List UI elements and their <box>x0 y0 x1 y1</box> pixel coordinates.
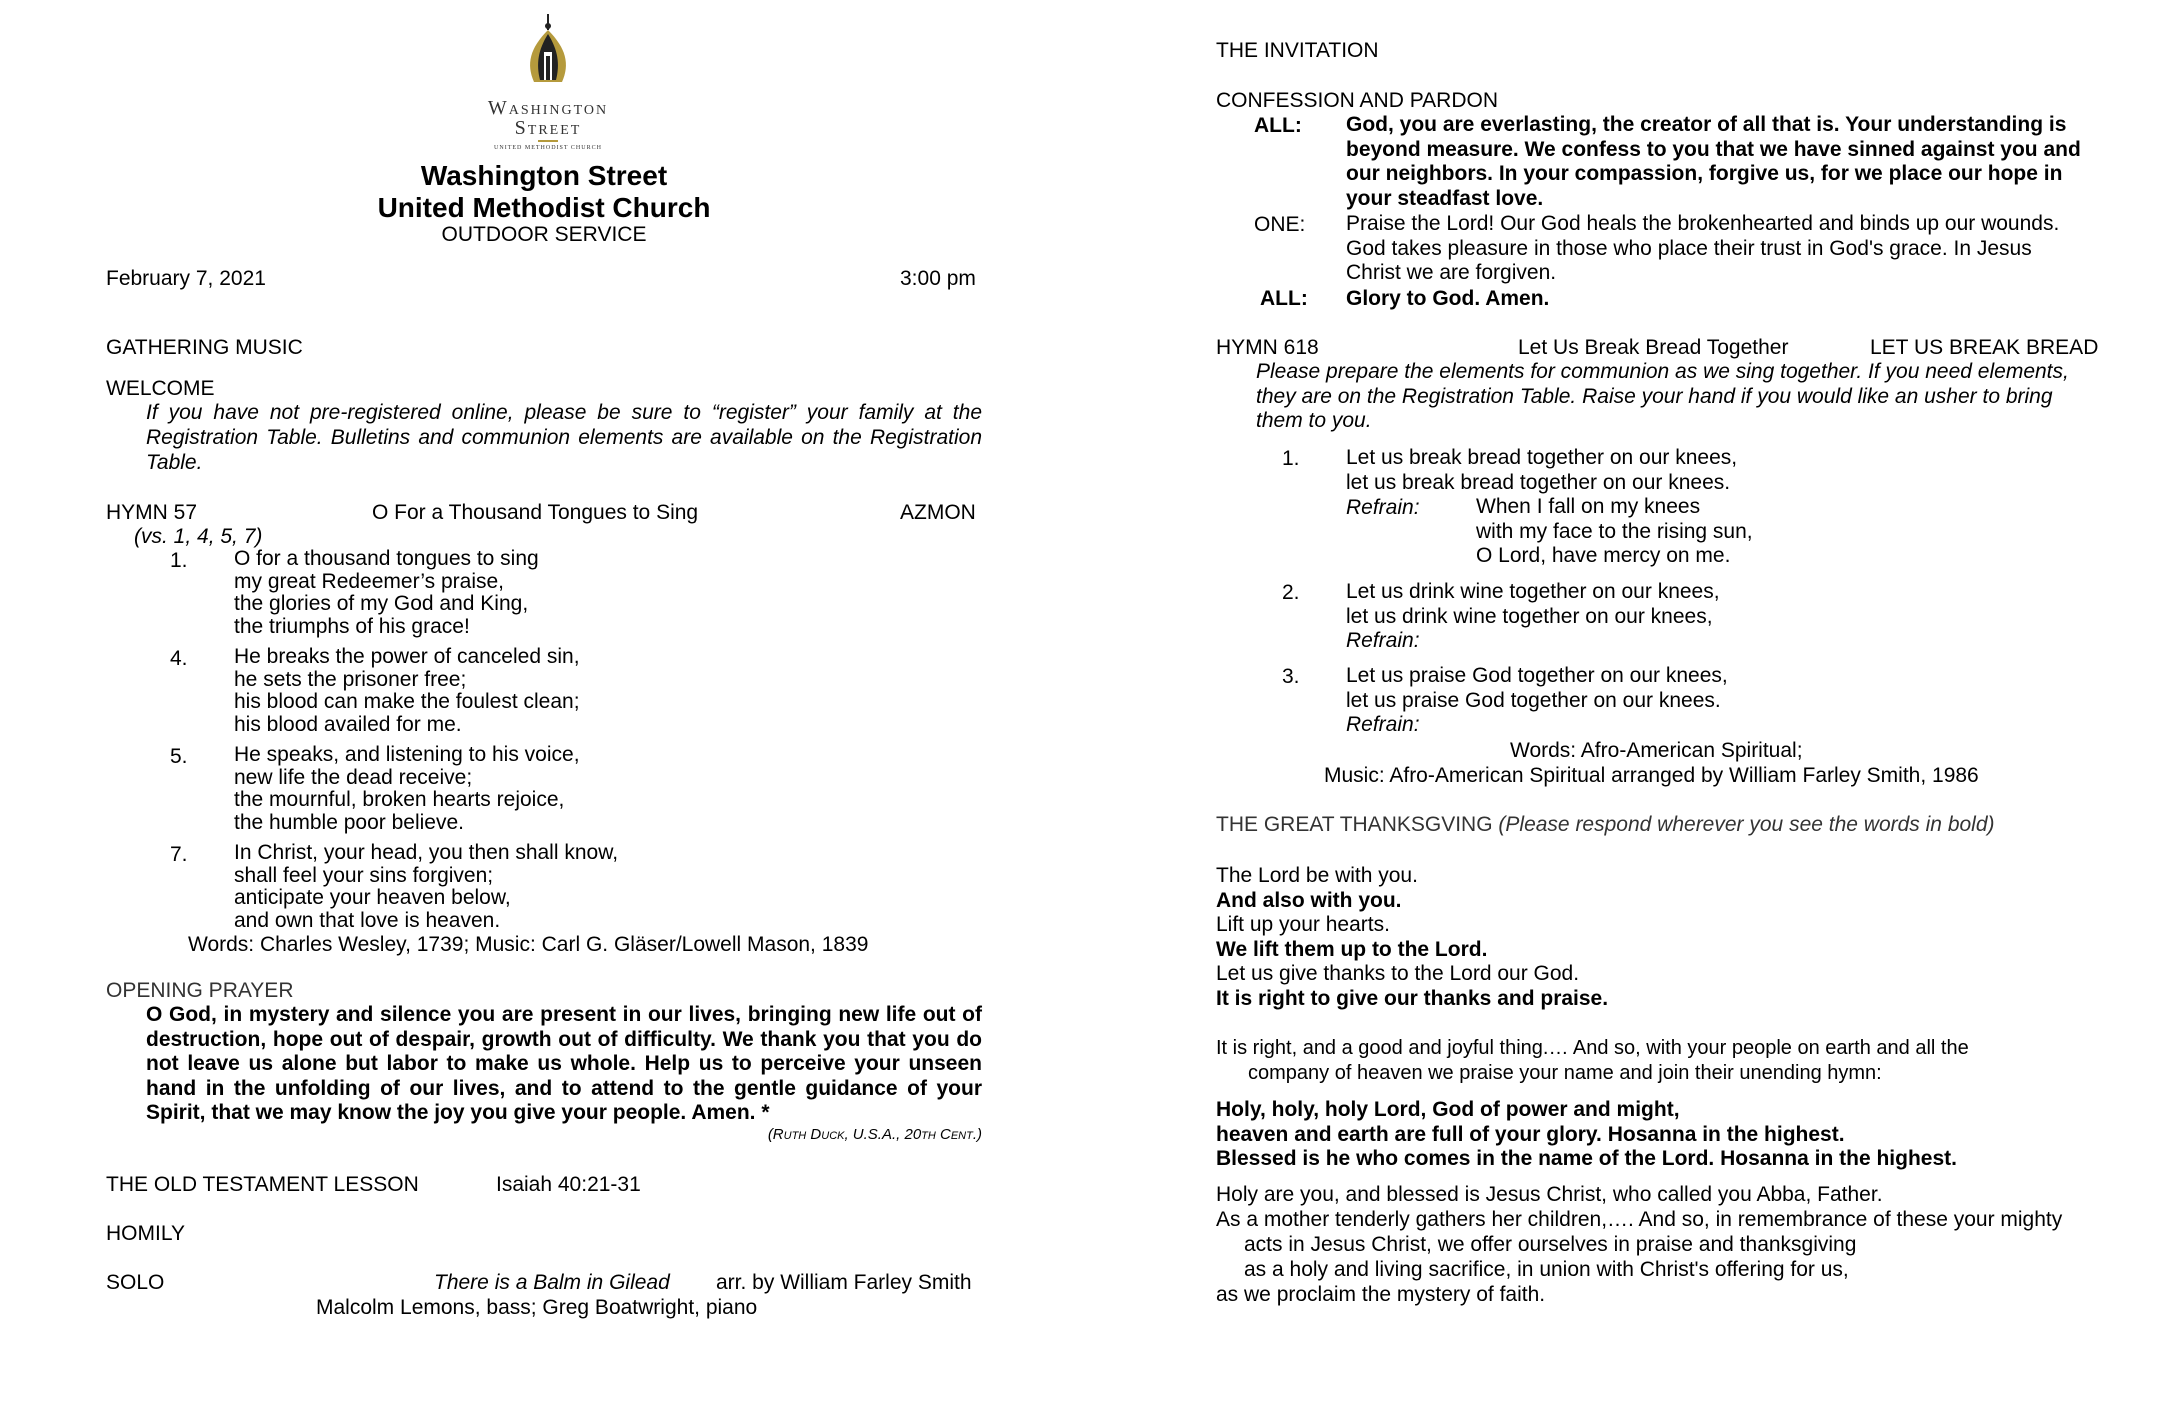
verse-line: the humble poor believe. <box>234 810 464 834</box>
thanksgiving-heading-row <box>1216 812 1995 837</box>
verse-line: new life the dead receive; <box>234 765 473 789</box>
instruction-line: Please prepare the elements for communion as we sing together. If you need elements, <box>1256 360 2069 383</box>
hymn618-tune: LET US BREAK BREAD <box>1870 336 2099 359</box>
verse-line: and own that love is heaven. <box>234 908 501 932</box>
verse-line: let us praise God together on our knees. <box>1346 688 1721 712</box>
solo-performers: Malcolm Lemons, bass; Greg Boatwright, piano <box>316 1296 758 1319</box>
verse-line: shall feel your sins forgiven; <box>234 863 494 887</box>
confession-one-text <box>1346 212 2059 286</box>
refrain-ref: Refrain: <box>1346 713 1420 736</box>
sursum-corda <box>1216 864 1608 1011</box>
hymn618-label: HYMN 618 <box>1216 336 1319 359</box>
verse-line: O for a thousand tongues to sing <box>234 547 539 570</box>
verse-line: his blood can make the foulest clean; <box>234 690 580 713</box>
invitation-heading: THE INVITATION <box>1216 39 1379 62</box>
verse-line: let us drink wine together on our knees, <box>1346 604 1713 628</box>
hymn618-verse-2 <box>1346 580 1720 654</box>
solo-title: There is a Balm in Gilead <box>434 1271 670 1294</box>
sanctus-line: Holy, holy, holy Lord, God of power and might, <box>1216 1098 1680 1121</box>
hymn618-credit-music: Music: Afro-American Spiritual arranged by William Farley Smith, 1986 <box>1324 764 1979 787</box>
confession-line: your steadfast love. <box>1346 186 1544 210</box>
service-date: February 7, 2021 <box>106 267 266 290</box>
hymn618-v1-number: 1. <box>1282 447 1300 470</box>
dialogue-response: It is right to give our thanks and praise. <box>1216 986 1609 1010</box>
verse-line: Let us break bread together on our knees, <box>1346 446 1738 469</box>
verse-line: He speaks, and listening to his voice, <box>234 743 580 766</box>
welcome-text: If you have not pre-registered online, please be sure to “register” your family at the Registration Table. Bulletins and communion elements are available on the Registration Table. <box>146 401 982 474</box>
dialogue-line: The Lord be with you. <box>1216 864 1418 887</box>
thanksgiving-note: (Please respond wherever you see the words in bold) <box>1498 813 1995 836</box>
verse-line: He breaks the power of canceled sin, <box>234 645 580 668</box>
opening-prayer-text: O God, in mystery and silence you are present in our lives, bringing new life out of destruction, hope out of despair, growth out of difficulty. We thank you that you do not leave us alone but labor to make us whole. Help us to perceive your unseen hand in the unfolding of our lives, and to attend to the gentle guidance of your Spirit, that we may know the joy you give your people. Amen. * <box>146 1003 982 1124</box>
prayer-credit: (Ruth Duck, U.S.A., 20th Cent.) <box>767 1126 982 1143</box>
title-line-1: Washington Street <box>420 160 668 191</box>
logo-divider <box>538 140 558 142</box>
confession-line: our neighbors. In your compassion, forgive us, for we place our hope in <box>1346 162 2063 185</box>
post-sanctus-line-1: Holy are you, and blessed is Jesus Christ, who called you Abba, Father. <box>1216 1183 1883 1206</box>
verse-line: he sets the prisoner free; <box>234 667 467 691</box>
verse-line: Let us drink wine together on our knees, <box>1346 580 1720 603</box>
hymn57-verses-note: (vs. 1, 4, 5, 7) <box>134 525 263 548</box>
ot-lesson-heading: THE OLD TESTAMENT LESSON <box>106 1173 419 1196</box>
hymn57-title: O For a Thousand Tongues to Sing <box>372 501 699 524</box>
confession-heading: CONFESSION AND PARDON <box>1216 89 1498 112</box>
church-steeple-logo <box>508 12 588 92</box>
hymn618-v2-number: 2. <box>1282 581 1300 604</box>
sanctus <box>1216 1098 1957 1172</box>
hymn57-label: HYMN 57 <box>106 501 198 524</box>
hymn618-verse-1 <box>1346 446 1737 495</box>
refrain-text <box>1476 495 1753 569</box>
refrain-ref: Refrain: <box>1346 629 1420 652</box>
dialogue-line: Let us give thanks to the Lord our God. <box>1216 962 1580 985</box>
hymn618-credit-words: Words: Afro-American Spiritual; <box>1510 739 1803 762</box>
logo-text-washington: Washington <box>487 97 609 119</box>
sanctus-line: Blessed is he who comes in the name of the Lord. Hosanna in the highest. <box>1216 1147 1957 1170</box>
refrain-line: When I fall on my knees <box>1476 495 1701 518</box>
gathering-music-heading: GATHERING MUSIC <box>106 336 303 359</box>
refrain-line: O Lord, have mercy on me. <box>1476 544 1731 567</box>
sanctus-line: heaven and earth are full of your glory. Hosanna in the highest. <box>1216 1122 1845 1146</box>
confession-one-label: ONE: <box>1254 213 1306 236</box>
verse-line: the glories of my God and King, <box>234 592 529 615</box>
ot-lesson-reference: Isaiah 40:21-31 <box>496 1173 641 1196</box>
verse-line: let us break bread together on our knees. <box>1346 470 1731 494</box>
instruction-line: they are on the Registration Table. Raise your hand if you would like an usher to bring <box>1256 384 2053 408</box>
hymn618-v3-number: 3. <box>1282 665 1300 688</box>
dialogue-response: We lift them up to the Lord. <box>1216 937 1488 961</box>
solo-heading: SOLO <box>106 1271 165 1294</box>
service-subtitle: OUTDOOR SERVICE <box>441 223 647 246</box>
hymn57-tune: AZMON <box>900 501 976 524</box>
logo-text-street: Street <box>514 117 582 139</box>
confession-all-label: ALL: <box>1254 114 1302 137</box>
confession-line: beyond measure. We confess to you that we have sinned against you and <box>1346 137 2081 161</box>
hymn618-verse-3 <box>1346 664 1728 738</box>
hymn618-instructions <box>1256 360 2069 434</box>
verse-line: his blood availed for me. <box>234 712 462 736</box>
verse-number: 1. <box>170 549 188 572</box>
verse-line: the mournful, broken hearts rejoice, <box>234 788 565 811</box>
confession-line: God, you are everlasting, the creator of all that is. Your understanding is <box>1346 113 2067 136</box>
dialogue-response: And also with you. <box>1216 888 1402 912</box>
verse-number: 4. <box>170 647 188 670</box>
welcome-heading: WELCOME <box>106 377 215 400</box>
thanksgiving-heading: THE GREAT THANKSGVING <box>1216 813 1493 836</box>
confession-all2-label: ALL: <box>1260 287 1308 310</box>
instruction-line: them to you. <box>1256 409 1372 432</box>
post-sanctus-line-5: as we proclaim the mystery of faith. <box>1216 1283 1546 1306</box>
pardon-line: Praise the Lord! Our God heals the brokenhearted and binds up our wounds. <box>1346 212 2060 235</box>
verse-number: 5. <box>170 745 188 768</box>
verse-number: 7. <box>170 843 188 866</box>
post-sanctus-line-2: As a mother tenderly gathers her children,…. And so, in remembrance of these your mighty <box>1216 1208 2063 1231</box>
verse-line: my great Redeemer’s praise, <box>234 569 505 593</box>
post-sanctus-line-4: as a holy and living sacrifice, in union with Christ's offering for us, <box>1244 1258 1849 1281</box>
solo-arranger: arr. by William Farley Smith <box>716 1271 972 1294</box>
pardon-line: Christ we are forgiven. <box>1346 261 1557 284</box>
homily-heading: HOMILY <box>106 1222 185 1245</box>
preface-line-2: company of heaven we praise your name and join their unending hymn: <box>1248 1062 1882 1084</box>
church-title <box>106 160 982 224</box>
confession-all-text <box>1346 113 2081 211</box>
preface-line-1: It is right, and a good and joyful thing.… And so, with your people on earth and all the <box>1216 1037 1969 1059</box>
hymn618-title: Let Us Break Bread Together <box>1518 336 1789 359</box>
verse-line: Let us praise God together on our knees, <box>1346 664 1728 687</box>
confession-all2-text: Glory to God. Amen. <box>1346 287 1550 310</box>
title-line-2: United Methodist Church <box>377 192 711 223</box>
logo-wordmark <box>446 98 650 152</box>
refrain-label: Refrain: <box>1346 496 1420 519</box>
verse-line: the triumphs of his grace! <box>234 614 470 638</box>
verse-line: anticipate your heaven below, <box>234 886 511 909</box>
logo-text-umc: UNITED METHODIST CHURCH <box>494 145 602 151</box>
verse-line: In Christ, your head, you then shall know, <box>234 841 619 864</box>
service-time: 3:00 pm <box>900 267 976 290</box>
post-sanctus-line-3: acts in Jesus Christ, we offer ourselves in praise and thanksgiving <box>1244 1233 1857 1256</box>
pardon-line: God takes pleasure in those who place their trust in God's grace. In Jesus <box>1346 236 2032 260</box>
dialogue-line: Lift up your hearts. <box>1216 913 1390 936</box>
refrain-line: with my face to the rising sun, <box>1476 519 1753 543</box>
opening-prayer-heading: OPENING PRAYER <box>106 979 294 1002</box>
hymn57-credit: Words: Charles Wesley, 1739; Music: Carl G. Gläser/Lowell Mason, 1839 <box>188 933 869 956</box>
